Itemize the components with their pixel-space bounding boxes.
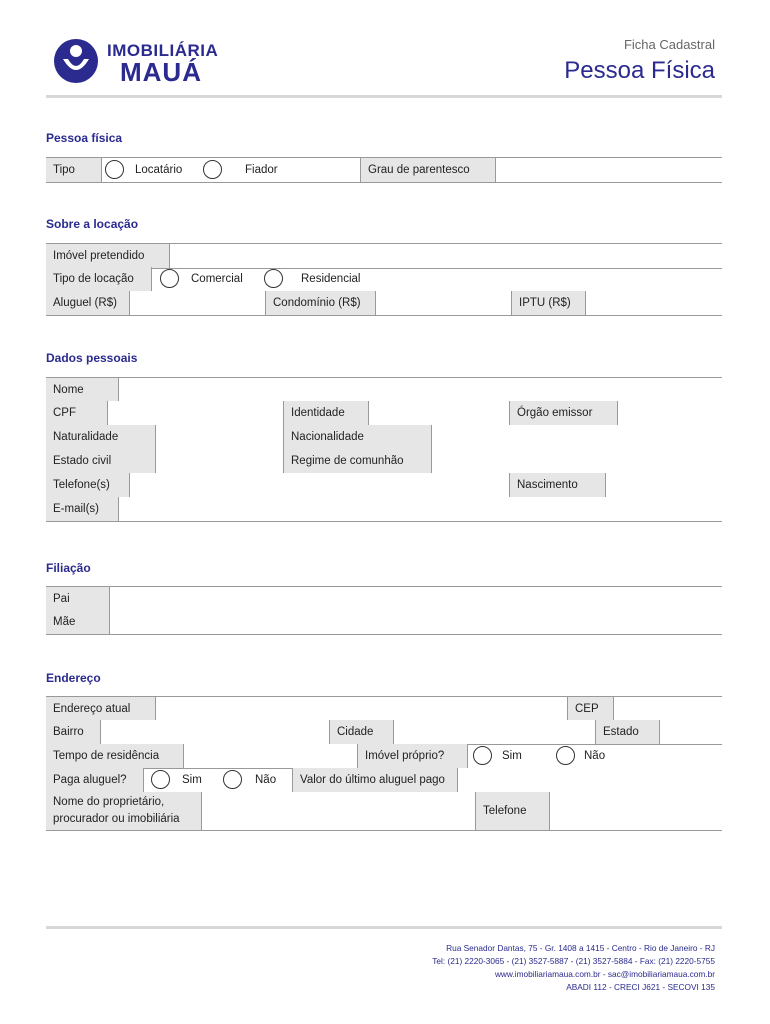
condominio-label: Condomínio (R$) <box>266 291 376 315</box>
estado-civil-input[interactable] <box>156 449 284 473</box>
row-pai <box>46 586 722 612</box>
estado-civil-label: Estado civil <box>46 449 156 473</box>
naturalidade-input[interactable] <box>156 425 284 449</box>
locatario-label: Locatário <box>135 164 183 176</box>
tipo-label: Tipo <box>46 158 102 182</box>
row-tipo <box>46 157 722 183</box>
bairro-label: Bairro <box>46 720 101 744</box>
regime-label: Regime de comunhão <box>284 449 432 473</box>
imovel-proprio-label: Imóvel próprio? <box>358 744 468 768</box>
paga-aluguel-sim-radio[interactable] <box>151 770 170 789</box>
email-label: E-mail(s) <box>46 497 119 521</box>
valor-aluguel-label: Valor do último aluguel pago <box>292 768 458 792</box>
footer-registrations: ABADI 112 - CRECI J621 - SECOVI 135 <box>566 982 715 992</box>
imovel-label: Imóvel pretendido <box>46 244 170 268</box>
tipo-locacao-label: Tipo de locação <box>46 267 152 291</box>
logo-text-bottom: MAUÁ <box>120 57 202 87</box>
paga-aluguel-nao-radio[interactable] <box>223 770 242 789</box>
residencial-label: Residencial <box>301 273 361 285</box>
fiador-label: Fiador <box>245 164 278 176</box>
logo-text-top: IMOBILIÁRIA <box>107 41 219 60</box>
nascimento-input[interactable] <box>606 473 722 497</box>
row-proprietario <box>46 792 722 831</box>
nome-label: Nome <box>46 378 119 402</box>
estado-label: Estado <box>596 720 660 744</box>
imovel-proprio-nao-label: Não <box>584 750 606 762</box>
naturalidade-label: Naturalidade <box>46 425 156 449</box>
identidade-input[interactable] <box>369 401 510 425</box>
section-title-filiacao: Filiação <box>46 561 91 575</box>
email-input[interactable] <box>119 497 722 521</box>
row-valores <box>46 291 722 316</box>
row-imovel <box>46 243 722 269</box>
cpf-label: CPF <box>46 401 108 425</box>
nome-input[interactable] <box>119 378 722 402</box>
logo-icon <box>52 37 100 85</box>
aluguel-label: Aluguel (R$) <box>46 291 130 315</box>
imovel-proprio-nao-radio[interactable] <box>556 746 575 765</box>
aluguel-input[interactable] <box>130 291 266 315</box>
section-title-endereco: Endereço <box>46 671 101 685</box>
row-email <box>46 497 722 522</box>
comercial-label: Comercial <box>191 273 243 285</box>
proprietario-input[interactable] <box>202 792 476 830</box>
orgao-label: Órgão emissor <box>510 401 618 425</box>
telefone-label: Telefone(s) <box>46 473 130 497</box>
proprietario-telefone-label: Telefone <box>476 792 550 830</box>
cep-input[interactable] <box>614 697 722 721</box>
cidade-input[interactable] <box>394 720 596 744</box>
condominio-input[interactable] <box>376 291 512 315</box>
cidade-label: Cidade <box>330 720 394 744</box>
grau-label: Grau de parentesco <box>360 158 496 182</box>
footer-divider <box>46 926 722 929</box>
row-paga-aluguel <box>46 768 722 793</box>
nacionalidade-label: Nacionalidade <box>284 425 432 449</box>
mae-input[interactable] <box>110 610 722 634</box>
row-mae <box>46 610 722 635</box>
section-title-pessoa-fisica: Pessoa física <box>46 131 123 145</box>
pai-input[interactable] <box>110 587 722 611</box>
locatario-radio[interactable] <box>105 160 124 179</box>
section-title-dados: Dados pessoais <box>46 351 138 365</box>
pai-label: Pai <box>46 587 110 611</box>
header-divider <box>46 95 722 98</box>
bairro-input[interactable] <box>101 720 330 744</box>
row-endereco-atual <box>46 696 722 722</box>
proprietario-label: Nome do proprietário, procurador ou imobiliária <box>46 792 202 830</box>
row-naturalidade <box>46 425 722 450</box>
orgao-input[interactable] <box>618 401 722 425</box>
document-title: Pessoa Física <box>564 57 715 84</box>
row-tipo-locacao <box>46 267 722 292</box>
valor-aluguel-input[interactable] <box>458 768 722 792</box>
nascimento-label: Nascimento <box>510 473 606 497</box>
identidade-label: Identidade <box>284 401 369 425</box>
row-bairro <box>46 720 722 745</box>
row-tempo <box>46 744 722 769</box>
row-telefone <box>46 473 722 498</box>
telefone-input[interactable] <box>130 473 510 497</box>
imovel-proprio-sim-radio[interactable] <box>473 746 492 765</box>
mae-label: Mãe <box>46 610 110 634</box>
footer-phones: Tel: (21) 2220-3065 - (21) 3527-5887 - (21) 3527-5884 - Fax: (21) 2220-5755 <box>432 956 715 966</box>
residencial-radio[interactable] <box>264 269 283 288</box>
tempo-input[interactable] <box>184 744 358 768</box>
endereco-atual-label: Endereço atual <box>46 697 156 721</box>
row-cpf <box>46 401 722 426</box>
document-label: Ficha Cadastral <box>623 37 715 52</box>
endereco-atual-input[interactable] <box>156 697 568 721</box>
proprietario-telefone-input[interactable] <box>550 792 722 830</box>
iptu-label: IPTU (R$) <box>512 291 586 315</box>
row-estado-civil <box>46 449 722 474</box>
comercial-radio[interactable] <box>160 269 179 288</box>
row-nome <box>46 377 722 403</box>
grau-input[interactable] <box>496 158 722 182</box>
estado-input[interactable] <box>660 720 722 744</box>
paga-aluguel-label: Paga aluguel? <box>46 768 144 792</box>
tempo-label: Tempo de residência <box>46 744 184 768</box>
section-title-locacao: Sobre a locação <box>46 217 139 231</box>
nacionalidade-input[interactable] <box>432 425 722 449</box>
imovel-proprio-sim-label: Sim <box>502 750 522 762</box>
iptu-input[interactable] <box>586 291 722 315</box>
footer-web: www.imobiliariamaua.com.br - sac@imobiliariamaua.com.br <box>494 969 715 979</box>
paga-aluguel-nao-label: Não <box>255 774 277 786</box>
imovel-input[interactable] <box>170 244 722 268</box>
cep-label: CEP <box>568 697 614 721</box>
regime-input[interactable] <box>432 449 722 473</box>
footer-address: Rua Senador Dantas, 75 - Gr. 1408 a 1415 - Centro - Rio de Janeiro - RJ <box>446 943 715 953</box>
cpf-input[interactable] <box>108 401 284 425</box>
paga-aluguel-sim-label: Sim <box>182 774 202 786</box>
fiador-radio[interactable] <box>203 160 222 179</box>
